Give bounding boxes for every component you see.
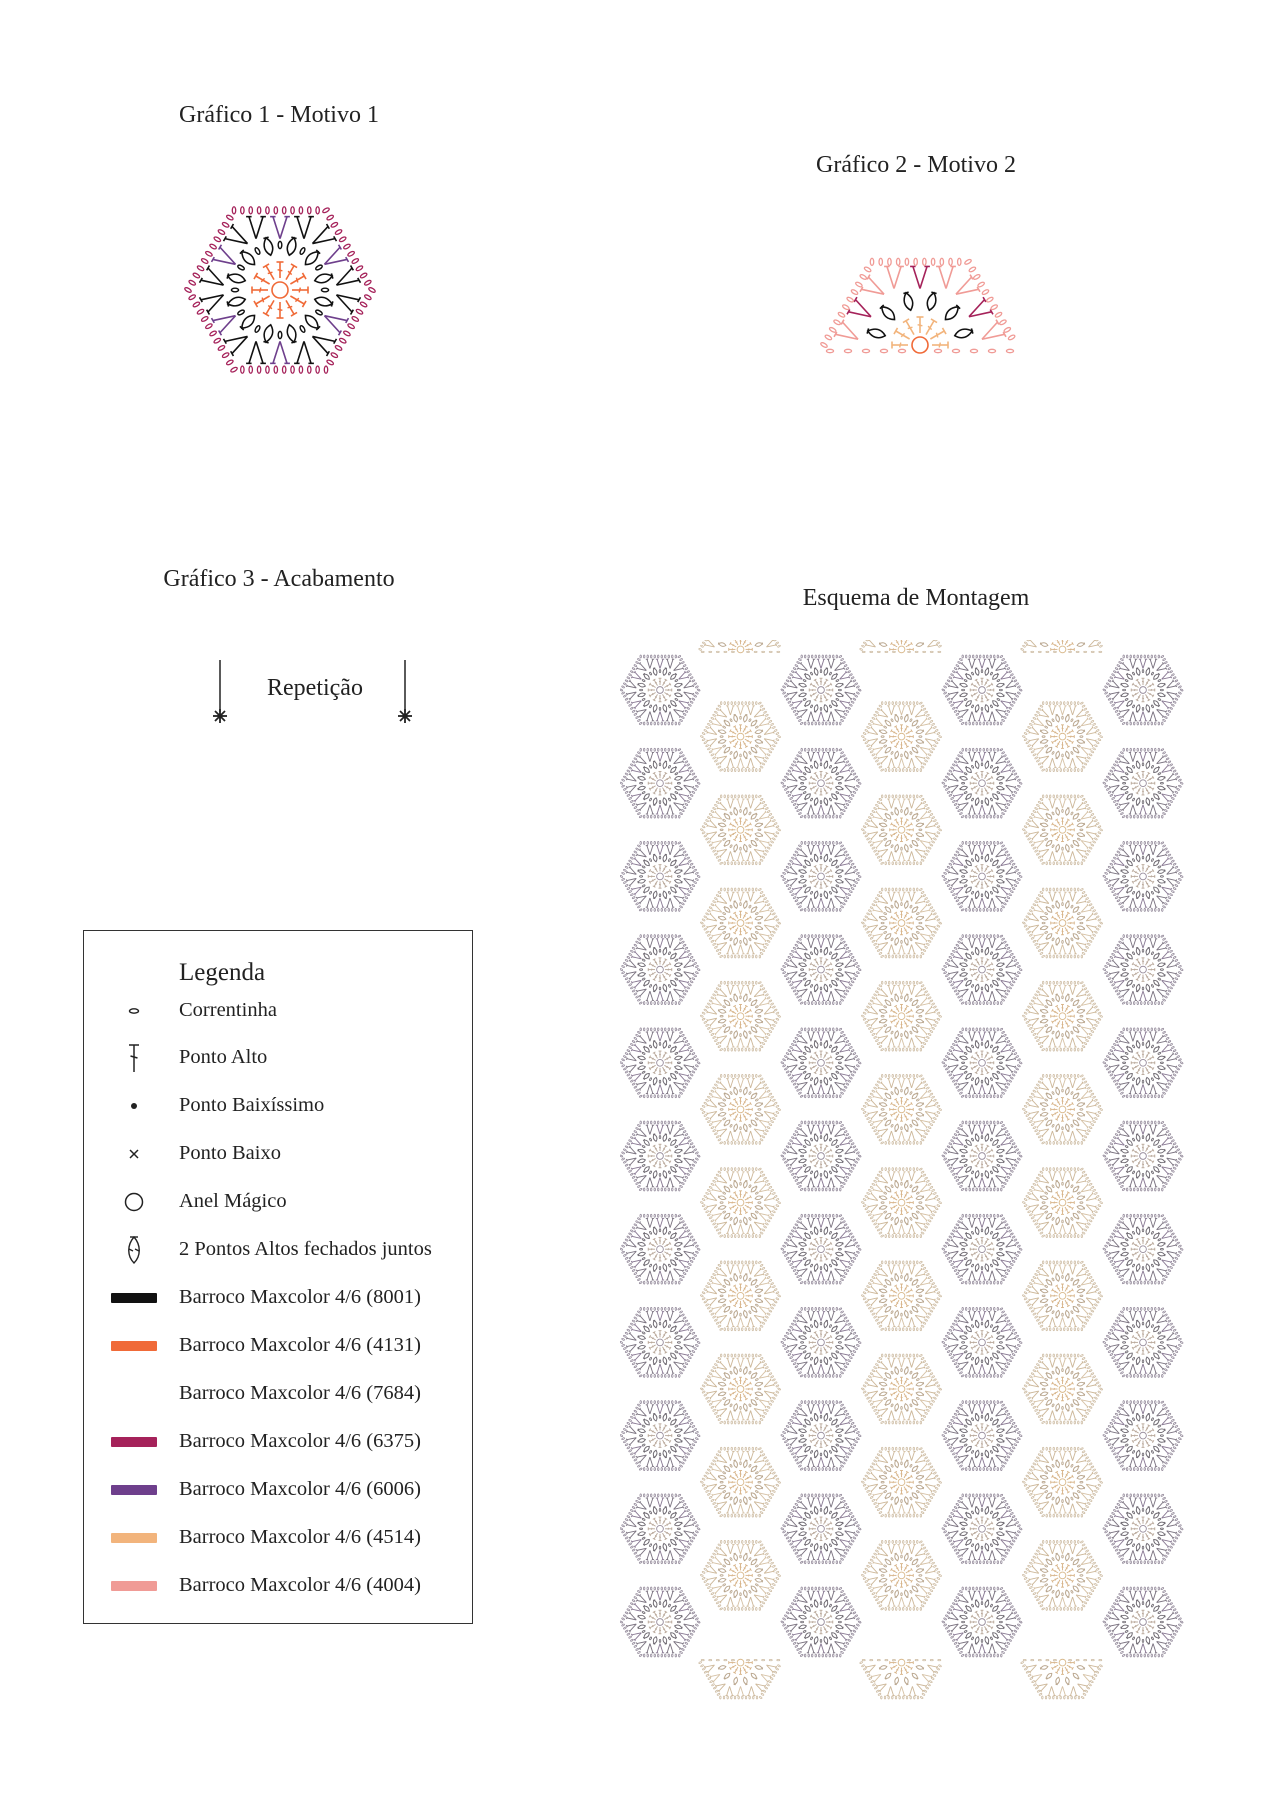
assembly-hex-motif1 [620,1401,700,1471]
legend-row-yarn-4131 [84,1326,474,1366]
assembly-hex-motif1 [942,748,1023,818]
assembly-hex-motif2 [861,795,942,865]
assembly-half-motif-bottom [1021,1659,1103,1699]
assembly-hex-motif1 [781,1494,862,1564]
assembly-half-motif-bottom [699,1659,781,1699]
assembly-hex-motif1 [1103,1214,1184,1284]
single-crochet-icon [124,1144,144,1164]
assembly-hex-motif1 [942,1494,1023,1564]
legend-label: 2 Pontos Altos fechados juntos [179,1238,432,1260]
assembly-hex-motif1 [942,1307,1023,1377]
legend-label: Ponto Baixo [179,1142,281,1164]
assembly-hex-motif2 [700,1447,781,1517]
assembly-hex-motif1 [781,1587,862,1657]
assembly-hex-motif2 [861,888,942,958]
assembly-hex-motif1 [620,1587,700,1657]
assembly-hex-motif2 [700,1354,781,1424]
assembly-hex-motif1 [1103,1494,1184,1564]
assembly-hex-motif1 [942,1121,1023,1191]
legend-label: Anel Mágico [179,1190,287,1212]
yarn-swatch [111,1389,157,1399]
assembly-hex-motif1 [620,1214,700,1284]
assembly-hex-motif2 [1022,1168,1103,1238]
assembly-hex-motif2 [1022,981,1103,1051]
assembly-hex-motif2 [861,1168,942,1238]
assembly-hex-motif2 [700,1540,781,1610]
assembly-hex-motif1 [1103,1307,1184,1377]
assembly-hex-motif1 [620,655,700,725]
assembly-half-motif-top [860,640,942,653]
chain-stitch-icon [124,1001,144,1021]
assembly-hex-motif1 [781,935,862,1005]
legend-label: Ponto Alto [179,1046,268,1068]
assembly-hex-motif2 [1022,795,1103,865]
assembly-hex-motif2 [700,795,781,865]
assembly-hex-motif1 [781,1214,862,1284]
assembly-hex-motif1 [942,655,1023,725]
assembly-hex-motif1 [620,935,700,1005]
assembly-hex-motif1 [781,1307,862,1377]
assembly-hex-motif2 [700,702,781,772]
legend-label: Correntinha [179,999,277,1021]
legend-label: Barroco Maxcolor 4/6 (4131) [179,1334,421,1356]
assembly-hex-motif2 [1022,1354,1103,1424]
assembly-hex-motif1 [781,1121,862,1191]
legend-title: Legenda [179,959,266,986]
assembly-hex-motif1 [1103,655,1184,725]
legend-row-yarn-6006 [84,1470,474,1510]
assembly-hex-motif1 [620,1494,700,1564]
assembly-hex-motif1 [942,1401,1023,1471]
chart3-title: Gráfico 3 - Acabamento [163,566,395,592]
assembly-hex-motif2 [700,1261,781,1331]
assembly-hex-motif1 [942,1587,1023,1657]
assembly-half-motif-bottom [860,1659,942,1699]
legend-row-magic-ring [84,1182,474,1222]
assembly-hex-motif2 [700,1074,781,1144]
legend-label: Barroco Maxcolor 4/6 (6006) [179,1478,421,1500]
legend-row-double-crochet [84,1038,474,1078]
motif1-diagram [160,180,400,400]
legend-row-single-crochet [84,1134,474,1174]
legend-label: Barroco Maxcolor 4/6 (4004) [179,1574,421,1596]
chart2-title: Gráfico 2 - Motivo 2 [816,152,1016,178]
assembly-hex-motif2 [861,1540,942,1610]
assembly-hex-motif1 [781,1028,862,1098]
yarn-swatch [111,1341,157,1351]
legend-label: Barroco Maxcolor 4/6 (4514) [179,1526,421,1548]
legend-row-yarn-7684 [84,1374,474,1414]
legend-label: Barroco Maxcolor 4/6 (7684) [179,1382,421,1404]
legend-label: Ponto Baixíssimo [179,1094,325,1116]
chart1-title: Gráfico 1 - Motivo 1 [179,102,379,128]
assembly-hex-motif2 [1022,1447,1103,1517]
assembly-hex-motif2 [1022,1074,1103,1144]
legend-row-dc2tog [84,1230,474,1270]
assembly-hex-motif1 [620,748,700,818]
assembly-hex-motif1 [942,1214,1023,1284]
legend-row-slip-stitch [84,1086,474,1126]
assembly-hex-motif2 [861,702,942,772]
assembly-hex-motif1 [620,841,700,911]
assembly-hex-motif2 [1022,1261,1103,1331]
dc2tog-icon [122,1234,146,1266]
assembly-hex-motif2 [861,1074,942,1144]
legend-label: Barroco Maxcolor 4/6 (6375) [179,1430,421,1452]
assembly-hex-motif1 [1103,1121,1184,1191]
assembly-grid [620,640,1183,1699]
assembly-hex-motif2 [861,1261,942,1331]
assembly-hex-motif1 [781,748,862,818]
assembly-hex-motif1 [942,1028,1023,1098]
legend-row-yarn-6375 [84,1422,474,1462]
yarn-swatch [111,1437,157,1447]
assembly-hex-motif1 [942,935,1023,1005]
legend-row-yarn-4004 [84,1566,474,1606]
yarn-swatch [111,1533,157,1543]
assembly-hex-motif1 [781,1401,862,1471]
assembly-hex-motif1 [620,1028,700,1098]
assembly-hex-motif2 [861,981,942,1051]
assembly-hex-motif1 [1103,748,1184,818]
assembly-hex-motif1 [1103,1401,1184,1471]
legend-label: Barroco Maxcolor 4/6 (8001) [179,1286,421,1308]
assembly-diagram [620,640,1215,1710]
motif2-diagram [795,235,1045,380]
assembly-hex-motif1 [1103,1587,1184,1657]
legend-box [83,930,473,1624]
yarn-swatch [111,1581,157,1591]
assembly-hex-motif1 [781,655,862,725]
assembly-hex-motif1 [942,841,1023,911]
assembly-hex-motif2 [700,888,781,958]
yarn-swatch [111,1485,157,1495]
slip-stitch-icon [124,1096,144,1116]
assembly-title: Esquema de Montagem [802,585,1030,611]
assembly-half-motif-top [699,640,781,653]
assembly-hex-motif2 [1022,1540,1103,1610]
legend-row-yarn-4514 [84,1518,474,1558]
magic-ring-icon [122,1190,146,1214]
repeat-left-star-icon [213,709,227,723]
assembly-half-motif-top [1021,640,1103,653]
assembly-hex-motif2 [700,981,781,1051]
assembly-hex-motif2 [861,1447,942,1517]
legend-row-chain [84,991,474,1031]
assembly-hex-motif2 [700,1168,781,1238]
assembly-hex-motif1 [620,1121,700,1191]
assembly-hex-motif2 [1022,888,1103,958]
assembly-hex-motif2 [861,1354,942,1424]
assembly-hex-motif2 [1022,702,1103,772]
repeat-label: Repetição [267,675,363,701]
assembly-hex-motif1 [1103,1028,1184,1098]
assembly-hex-motif1 [1103,935,1184,1005]
repeat-right-star-icon [398,709,412,723]
assembly-hex-motif1 [620,1307,700,1377]
legend-row-yarn-8001 [84,1278,474,1318]
yarn-swatch [111,1293,157,1303]
motif2-stitches [820,258,1016,353]
double-crochet-icon [124,1042,144,1074]
assembly-hex-motif1 [1103,841,1184,911]
assembly-hex-motif1 [781,841,862,911]
motif1-stitches [184,207,376,374]
